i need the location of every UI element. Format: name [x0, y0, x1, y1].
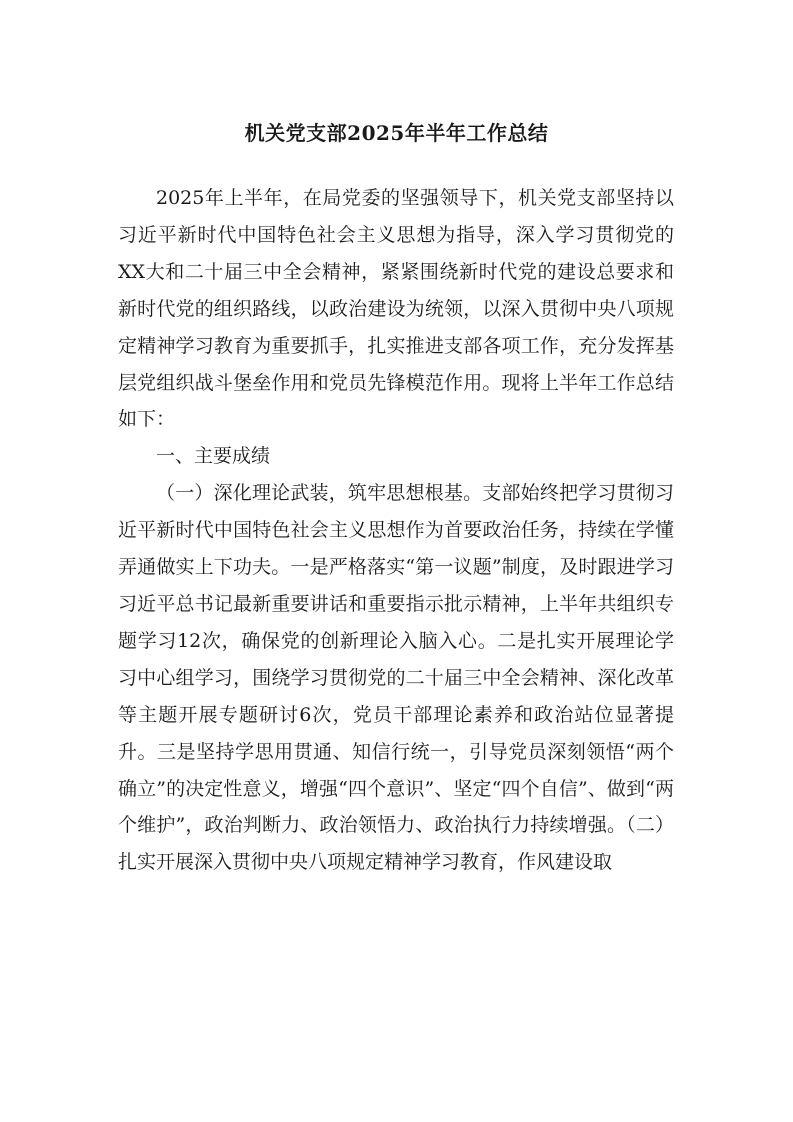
- section-heading: 一、主要成绩: [156, 445, 271, 468]
- document-body: [118, 180, 674, 881]
- section-paragraph: （一）深化理论武装，筑牢思想根基。支部始终把学习贯彻习近平新时代中国特色社会主义思想作为首要政治任务，持续在学懂弄通做实上下功夫。一是严格落实“第一议题”制度，及时跟进学习习近平总书记最新重要讲话和重要指示批示精神，上半年共组织专题学习12次，确保党的创新理论入脑入心。二是扎实开展理论学习中心组学习，围绕学习贯彻党的二十届三中全会精神、深化改革等主题开展专题研讨6次，党员干部理论素养和政治站位显著提升。三是坚持学思用贯通、知信行统一，引导党员深刻领悟“两个确立”的决定性意义，增强“四个意识”、坚定“四个自信”、做到“两个维护”，政治判断力、政治领悟力、政治执行力持续增强。（二）扎实开展深入贯彻中央八项规定精神学习教育，作风建设取: [118, 482, 674, 874]
- document-title: 机关党支部2025年半年工作总结: [244, 121, 549, 145]
- intro-paragraph: 2025年上半年，在局党委的坚强领导下，机关党支部坚持以习近平新时代中国特色社会主义思想为指导，深入学习贯彻党的XX大和二十届三中全会精神，紧紧围绕新时代党的建设总要求和新时代党的组织路线，以政治建设为统领，以深入贯彻中央八项规定精神学习教育为重要抓手，扎实推进支部各项工作，充分发挥基层党组织战斗堡垒作用和党员先锋模范作用。现将上半年工作总结如下：: [118, 187, 674, 431]
